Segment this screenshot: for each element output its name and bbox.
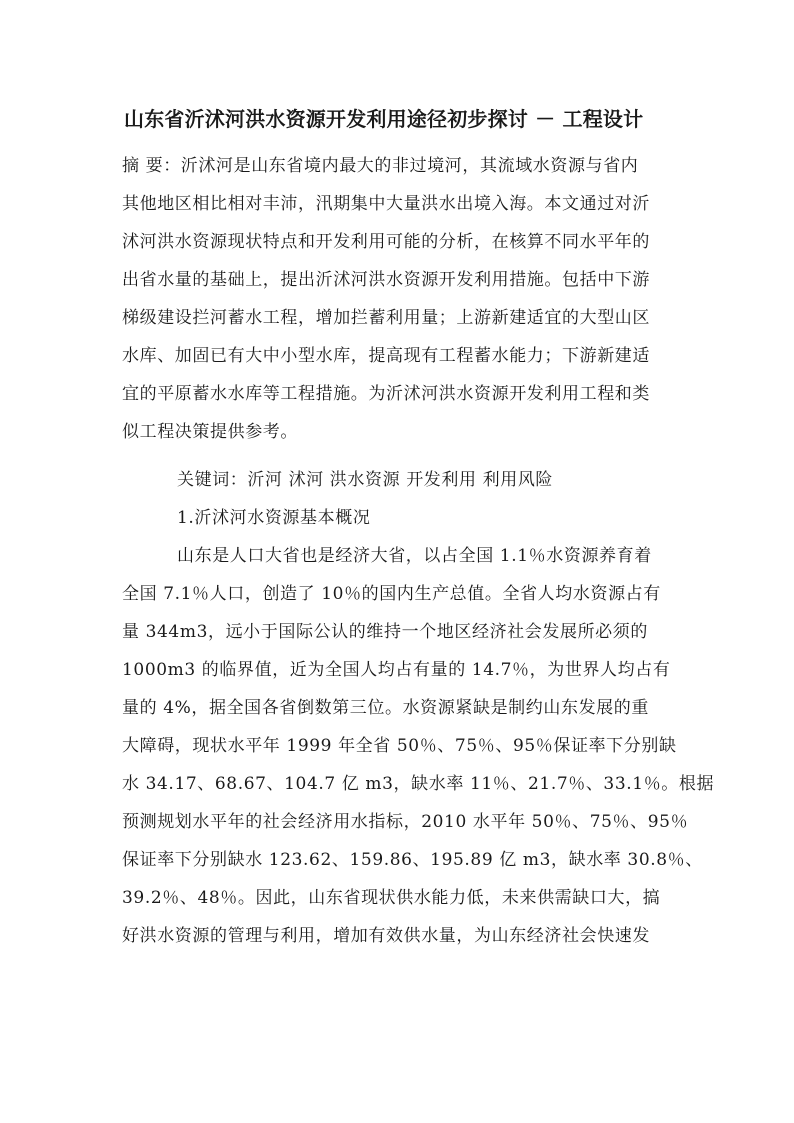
body-line: 1000m3 的临界值，近为全国人均占有量的 14.7％，为世界人均占有 <box>122 660 671 680</box>
body-line: 量 344m3，远小于国际公认的维持一个地区经济社会发展所必须的 <box>122 622 648 642</box>
keywords-line: 关键词：沂河 沭河 洪水资源 开发利用 利用风险 <box>177 470 554 490</box>
body-line: 大障碍，现状水平年 1999 年全省 50％、75％、95％保证率下分别缺 <box>122 736 677 756</box>
abstract-line: 似工程决策提供参考。 <box>122 422 298 442</box>
body-line: 好洪水资源的管理与利用，增加有效供水量，为山东经济社会快速发 <box>122 926 650 946</box>
abstract-line: 摘 要：沂沭河是山东省境内最大的非过境河，其流域水资源与省内 <box>122 156 639 176</box>
body-line: 保证率下分别缺水 123.62、159.86、195.89 亿 m3，缺水率 30.8％、 <box>122 850 703 870</box>
body-line: 山东是人口大省也是经济大省，以占全国 1.1％水资源养育着 <box>177 546 652 566</box>
abstract-line: 出省水量的基础上，提出沂沭河洪水资源开发利用措施。包括中下游 <box>122 270 650 290</box>
abstract-line: 沭河洪水资源现状特点和开发利用可能的分析，在核算不同水平年的 <box>122 232 650 252</box>
section-heading: 1.沂沭河水资源基本概况 <box>177 508 371 528</box>
abstract-line: 梯级建设拦河蓄水工程，增加拦蓄利用量；上游新建适宜的大型山区 <box>122 308 650 328</box>
abstract-line: 水库、加固已有大中小型水库，提高现有工程蓄水能力；下游新建适 <box>122 346 650 366</box>
body-line: 39.2％、48％。因此，山东省现状供水能力低，未来供需缺口大，搞 <box>122 888 661 908</box>
document-title: 山东省沂沭河洪水资源开发利用途径初步探讨 － 工程设计 <box>124 107 644 131</box>
body-line: 全国 7.1％人口，创造了 10％的国内生产总值。全省人均水资源占有 <box>122 584 661 604</box>
abstract-line: 其他地区相比相对丰沛，汛期集中大量洪水出境入海。本文通过对沂 <box>122 194 650 214</box>
body-line: 水 34.17、68.67、104.7 亿 m3，缺水率 11％、21.7％、33.1％。根据 <box>122 774 715 794</box>
abstract-line: 宜的平原蓄水水库等工程措施。为沂沭河洪水资源开发利用工程和类 <box>122 384 650 404</box>
body-line: 量的 4%，据全国各省倒数第三位。水资源紧缺是制约山东发展的重 <box>122 698 649 718</box>
body-line: 预测规划水平年的社会经济用水指标，2010 水平年 50％、75％、95％ <box>122 812 689 832</box>
